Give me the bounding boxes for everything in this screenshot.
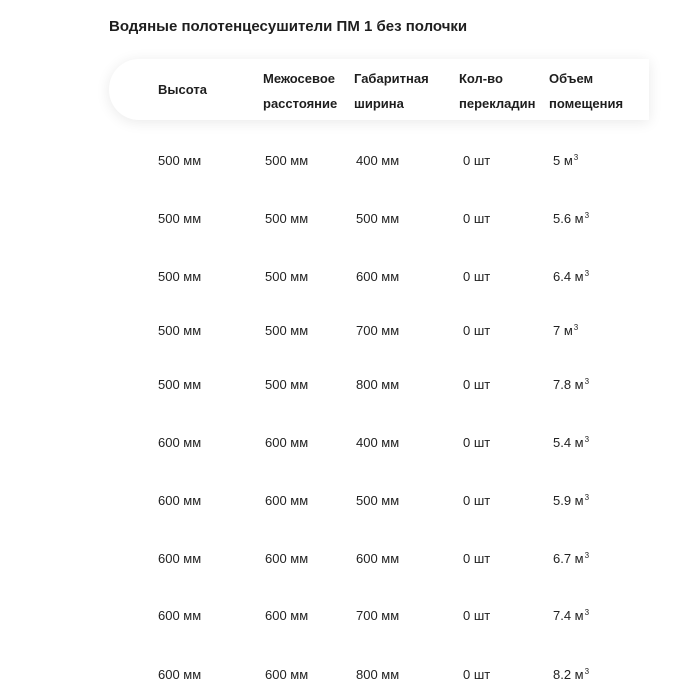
cell-spacing: 600 мм [265, 435, 309, 450]
table-row [0, 433, 700, 453]
unit-superscript: 3 [584, 667, 590, 676]
cell-bars: 0 шт [463, 493, 491, 508]
table-row [0, 606, 700, 626]
cell-height: 600 мм [158, 608, 202, 623]
table-row [0, 491, 700, 511]
cell-bars: 0 шт [463, 667, 491, 682]
table-row [0, 549, 700, 569]
cell-bars: 0 шт [463, 551, 491, 566]
cell-width: 800 мм [356, 377, 400, 392]
cell-height: 600 мм [158, 435, 202, 450]
cell-volume: 7 $м^3$ [553, 323, 579, 338]
cell-volume: 5.9 $м^3$ [553, 493, 590, 508]
cell-width: 700 мм [356, 323, 400, 338]
table-row [0, 321, 700, 341]
unit-superscript: 3 [584, 269, 590, 278]
cell-height: 500 мм [158, 377, 202, 392]
page-title: Водяные полотенцесушители ПМ 1 без полочки [109, 18, 468, 35]
unit-superscript: 3 [584, 493, 590, 502]
cell-height: 500 мм [158, 323, 202, 338]
table-row [0, 375, 700, 395]
cell-bars: 0 шт [463, 211, 491, 226]
cell-spacing: 500 мм [265, 269, 309, 284]
cell-volume: 6.7 $м^3$ [553, 551, 590, 566]
unit-superscript: 3 [584, 608, 590, 617]
cell-width: 800 мм [356, 667, 400, 682]
cell-height: 600 мм [158, 667, 202, 682]
header-height: Высота [158, 82, 207, 97]
cell-width: 600 мм [356, 269, 400, 284]
unit-superscript: 3 [584, 435, 590, 444]
unit-superscript: 3 [584, 211, 590, 220]
cell-volume: 5.6 $м^3$ [553, 211, 590, 226]
cell-width: 400 мм [356, 435, 400, 450]
cell-bars: 0 шт [463, 377, 491, 392]
cell-spacing: 500 мм [265, 153, 309, 168]
cell-spacing: 600 мм [265, 667, 309, 682]
cell-spacing: 500 мм [265, 211, 309, 226]
header-spacing: Межосевое расстояние [263, 71, 338, 111]
cell-bars: 0 шт [463, 269, 491, 284]
cell-volume: 6.4 $м^3$ [553, 269, 590, 284]
cell-width: 700 мм [356, 608, 400, 623]
cell-spacing: 600 мм [265, 608, 309, 623]
table-row [0, 665, 700, 685]
unit-superscript: 3 [573, 153, 579, 162]
cell-height: 500 мм [158, 153, 202, 168]
cell-bars: 0 шт [463, 435, 491, 450]
cell-spacing: 600 мм [265, 493, 309, 508]
cell-width: 400 мм [356, 153, 400, 168]
cell-height: 600 мм [158, 551, 202, 566]
cell-spacing: 600 мм [265, 551, 309, 566]
cell-volume: 8.2 $м^3$ [553, 667, 590, 682]
cell-width: 500 мм [356, 493, 400, 508]
cell-width: 600 мм [356, 551, 400, 566]
table-row [0, 267, 700, 287]
cell-width: 500 мм [356, 211, 400, 226]
cell-volume: 5.4 $м^3$ [553, 435, 590, 450]
unit-superscript: 3 [584, 551, 590, 560]
cell-volume: 7.8 $м^3$ [553, 377, 590, 392]
cell-volume: 7.4 $м^3$ [553, 608, 590, 623]
cell-bars: 0 шт [463, 608, 491, 623]
cell-spacing: 500 мм [265, 323, 309, 338]
unit-superscript: 3 [573, 323, 579, 332]
header-volume: Объем помещения [549, 71, 624, 111]
cell-spacing: 500 мм [265, 377, 309, 392]
cell-height: 500 мм [158, 269, 202, 284]
unit-superscript: 3 [584, 377, 590, 386]
table-row [0, 151, 700, 171]
header-bars: Кол-во перекладин [459, 71, 536, 111]
cell-bars: 0 шт [463, 323, 491, 338]
cell-height: 600 мм [158, 493, 202, 508]
cell-height: 500 мм [158, 211, 202, 226]
table-row [0, 209, 700, 229]
cell-bars: 0 шт [463, 153, 491, 168]
header-width: Габаритная ширина [354, 71, 429, 111]
cell-volume: 5 $м^3$ [553, 153, 579, 168]
